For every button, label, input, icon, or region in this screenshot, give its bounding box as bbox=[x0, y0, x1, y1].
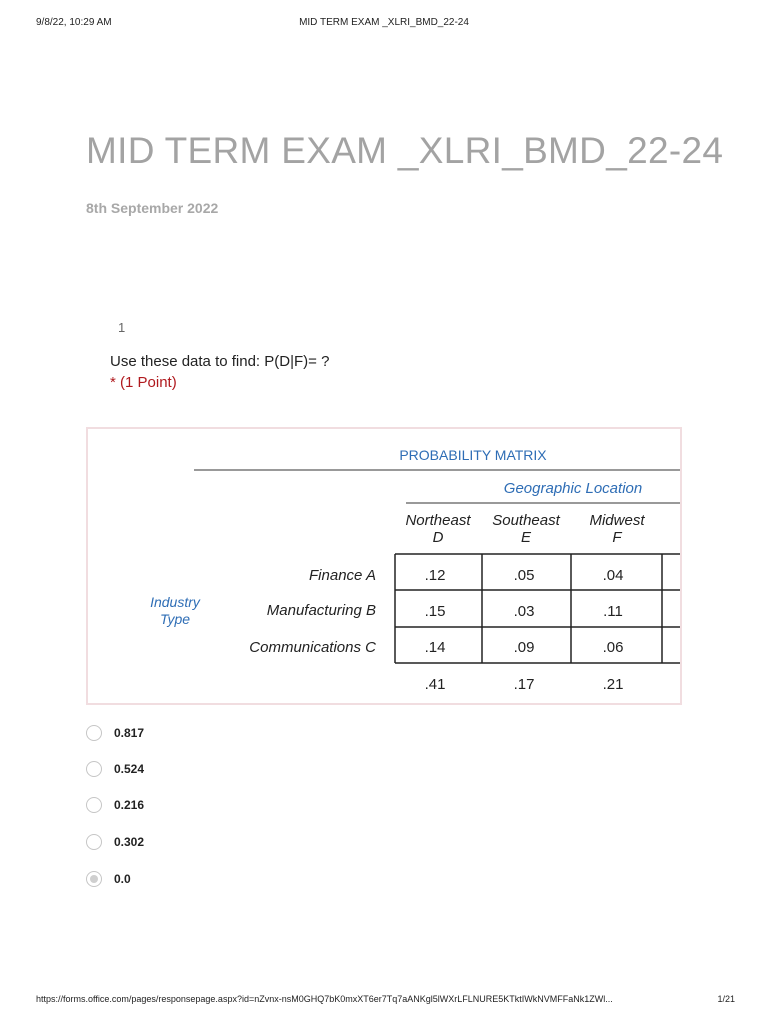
column-letter-d: D bbox=[432, 529, 444, 546]
total-f: .21 bbox=[602, 676, 624, 693]
print-datetime: 9/8/22, 10:29 AM bbox=[36, 17, 112, 28]
row-group-label-line1: Industry bbox=[150, 594, 200, 610]
option-label: 0.216 bbox=[114, 798, 145, 812]
radio-selected-dot bbox=[90, 875, 98, 883]
cell-communications-d: .14 bbox=[424, 639, 446, 656]
option-label: 0.817 bbox=[114, 726, 145, 740]
total-e: .17 bbox=[513, 676, 535, 693]
question-points: * (1 Point) bbox=[110, 374, 177, 391]
cell-communications-f: .06 bbox=[602, 639, 624, 656]
cell-finance-e: .05 bbox=[513, 567, 535, 584]
column-header-midwest: Midwest bbox=[589, 512, 645, 529]
cell-finance-d: .12 bbox=[424, 567, 446, 584]
total-d: .41 bbox=[424, 676, 446, 693]
row-label-finance: Finance A bbox=[309, 567, 376, 584]
column-group-label: Geographic Location bbox=[503, 480, 643, 497]
column-letter-f: F bbox=[612, 529, 622, 546]
cell-manufacturing-d: .15 bbox=[424, 603, 446, 620]
matrix-title: PROBABILITY MATRIX bbox=[399, 447, 547, 463]
radio-button[interactable] bbox=[86, 761, 102, 777]
column-header-southeast: Southeast bbox=[492, 512, 560, 529]
option-label: 0.302 bbox=[114, 835, 145, 849]
print-url: https://forms.office.com/pages/responsepage.aspx?id=nZvnx-nsM0GHQ7bK0mxXT6er7Tq7aANKgl5lWXrLFLNURE5KTktIWkNVMFFaNk1ZWl... bbox=[36, 994, 613, 1004]
form-title: MID TERM EXAM _XLRI_BMD_22-24 bbox=[86, 130, 724, 171]
row-label-manufacturing: Manufacturing B bbox=[266, 602, 376, 619]
question-text: Use these data to find: P(D|F)= ? bbox=[110, 353, 330, 370]
option-label: 0.0 bbox=[114, 872, 131, 886]
column-header-northeast: Northeast bbox=[405, 512, 471, 529]
radio-button[interactable] bbox=[86, 725, 102, 741]
print-doc-title: MID TERM EXAM _XLRI_BMD_22-24 bbox=[299, 17, 469, 28]
radio-button[interactable] bbox=[86, 834, 102, 850]
option-label: 0.524 bbox=[114, 762, 145, 776]
form-subtitle: 8th September 2022 bbox=[86, 200, 219, 216]
row-group-label-line2: Type bbox=[159, 611, 191, 627]
row-label-communications: Communications C bbox=[249, 639, 376, 656]
radio-button[interactable] bbox=[86, 797, 102, 813]
cell-manufacturing-e: .03 bbox=[513, 603, 535, 620]
column-letter-e: E bbox=[520, 529, 532, 546]
probability-matrix-image bbox=[86, 427, 682, 705]
probability-matrix-table bbox=[88, 429, 682, 705]
cell-finance-f: .04 bbox=[602, 567, 624, 584]
cell-communications-e: .09 bbox=[513, 639, 535, 656]
radio-button-selected[interactable] bbox=[86, 871, 102, 887]
cell-manufacturing-f: .11 bbox=[603, 603, 623, 620]
print-page-number: 1/21 bbox=[717, 994, 735, 1004]
question-number: 1 bbox=[118, 320, 126, 335]
